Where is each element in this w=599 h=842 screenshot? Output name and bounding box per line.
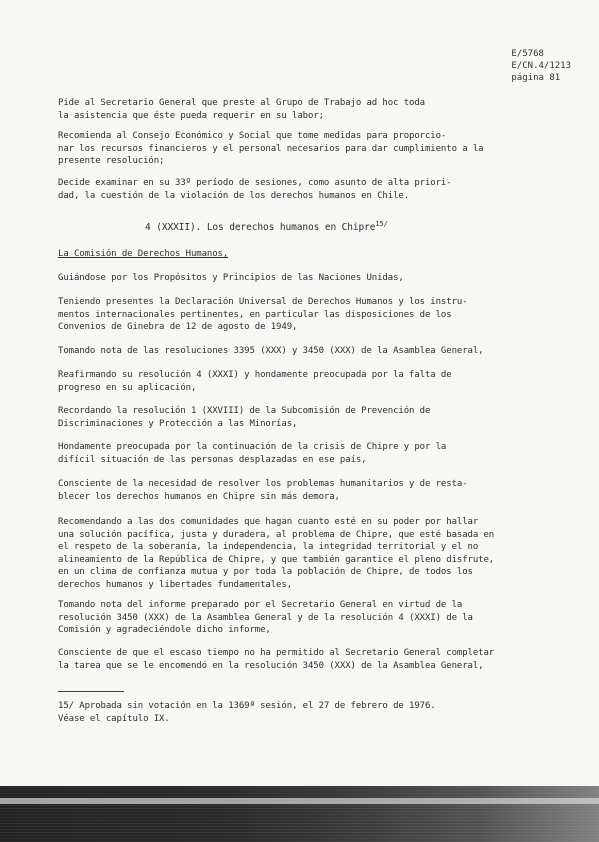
preamble-paragraph — [58, 441, 563, 466]
operative-item-8 — [58, 130, 563, 168]
paragraph-line: Tomando nota del informe preparado por el Secretario General en virtud de la — [58, 600, 463, 610]
preamble-paragraph — [58, 405, 563, 430]
paragraph-line: Recomendando a las dos comunidades que hagan cuanto esté en su poder por hallar — [58, 517, 479, 527]
ref-line-page: página 81 — [511, 73, 561, 83]
footnote — [58, 700, 563, 725]
paragraph-line: progreso en su aplicación, — [58, 382, 197, 393]
paragraph-line: Teniendo presentes la Declaración Universal de Derechos Humanos y los instru- — [58, 297, 468, 307]
commission-heading: La Comisión de Derechos Humanos, — [58, 249, 229, 259]
item-line: nar los recursos financieros y el personal necesarios para dar cumplimiento a la — [58, 143, 484, 154]
operative-item-9 — [58, 177, 563, 202]
preamble-paragraph — [58, 345, 563, 358]
footnote-line: 15/ Aprobada sin votación en la 1369ª sesión, el 27 de febrero de 1976. — [58, 701, 436, 711]
item-line: presente resolución; — [58, 156, 165, 166]
resolution-title-text: 4 (XXXII). Los derechos humanos en Chipre — [145, 222, 376, 234]
resolution-title — [145, 218, 388, 235]
paragraph-line: difícil situación de las personas desplazadas en ese país, — [58, 454, 367, 465]
item-line: Recomienda al Consejo Económico y Social que tome medidas para proporcio- — [58, 131, 447, 141]
item-line: la asistencia que éste pueda requerir en su labor; — [58, 110, 324, 121]
paragraph-line: Consciente de que el escaso tiempo no ha permitido al Secretario General completar — [58, 648, 495, 658]
footnote-divider — [58, 691, 124, 692]
paragraph-line: Discriminaciones y Protección a las Minorías, — [58, 418, 298, 429]
ref-line-symbol: E/5768 — [511, 49, 544, 59]
item-line: Pide al Secretario General que preste al Grupo de Trabajo ad hoc toda — [58, 98, 425, 108]
paragraph-line: el respeto de la soberanía, la independencia, la integridad territorial y el no — [58, 542, 479, 552]
footnote-line: Véase el capítulo IX. — [58, 713, 170, 724]
paragraph-line: Guiándose por los Propósitos y Principios de las Naciones Unidas, — [58, 273, 404, 283]
ref-line-code: E/CN.4/1213 — [511, 61, 571, 71]
operative-item-7 — [58, 97, 563, 122]
paragraph-line: Comisión y agradeciéndole dicho informe, — [58, 625, 271, 635]
preamble-paragraph — [58, 296, 563, 334]
preamble-paragraph — [58, 599, 563, 637]
paragraph-line: una solución pacífica, justa y duradera, al problema de Chipre, que esté basada en — [58, 529, 495, 540]
preamble-paragraph — [58, 516, 563, 591]
paragraph-line: derechos humanos y libertades fundamentales, — [58, 579, 293, 590]
paragraph-line: Hondamente preocupada por la continuación de la crisis de Chipre y por la — [58, 442, 447, 452]
paragraph-line: Reafirmando su resolución 4 (XXXI) y hondamente preocupada por la falta de — [58, 370, 452, 380]
preamble-paragraph — [58, 369, 563, 394]
scan-edge-shadow — [0, 786, 599, 842]
scan-edge-streak — [0, 798, 599, 804]
preamble-paragraph — [58, 647, 563, 672]
paragraph-line: resolución 3450 (XXX) de la Asamblea General y de la resolución 4 (XXXI) de la — [58, 612, 473, 623]
paragraph-line: en un clima de confianza mutua y por toda la población de Chipre, de todos los — [58, 567, 473, 577]
paragraph-line: mentos internacionales pertinentes, en particular las disposiciones de los — [58, 309, 452, 320]
preamble-paragraph — [58, 272, 563, 285]
paragraph-line: blecer los derechos humanos en Chipre sin más demora, — [58, 491, 340, 502]
resolution-footnote-ref: 15/ — [375, 220, 388, 228]
paragraph-line: alineamiento de la República de Chipre, y que también garantice el pleno disfrute, — [58, 554, 495, 565]
paragraph-line: Consciente de la necesidad de resolver los problemas humanitarios y de resta- — [58, 479, 468, 489]
paragraph-line: Convenios de Ginebra de 12 de agosto de 1949, — [58, 322, 298, 332]
paragraph-line: Recordando la resolución 1 (XXVIII) de la Subcomisión de Prevención de — [58, 406, 431, 416]
document-reference — [511, 48, 571, 84]
preamble-paragraph — [58, 478, 563, 503]
paragraph-line: la tarea que se le encomendó en la resolución 3450 (XXX) de la Asamblea General, — [58, 660, 484, 671]
item-line: Decide examinar en su 33º período de sesiones, como asunto de alta priori- — [58, 178, 452, 188]
item-line: dad, la cuestión de la violación de los derechos humanos en Chile. — [58, 190, 410, 201]
paragraph-line: Tomando nota de las resoluciones 3395 (XXX) y 3450 (XXX) de la Asamblea General, — [58, 346, 484, 356]
